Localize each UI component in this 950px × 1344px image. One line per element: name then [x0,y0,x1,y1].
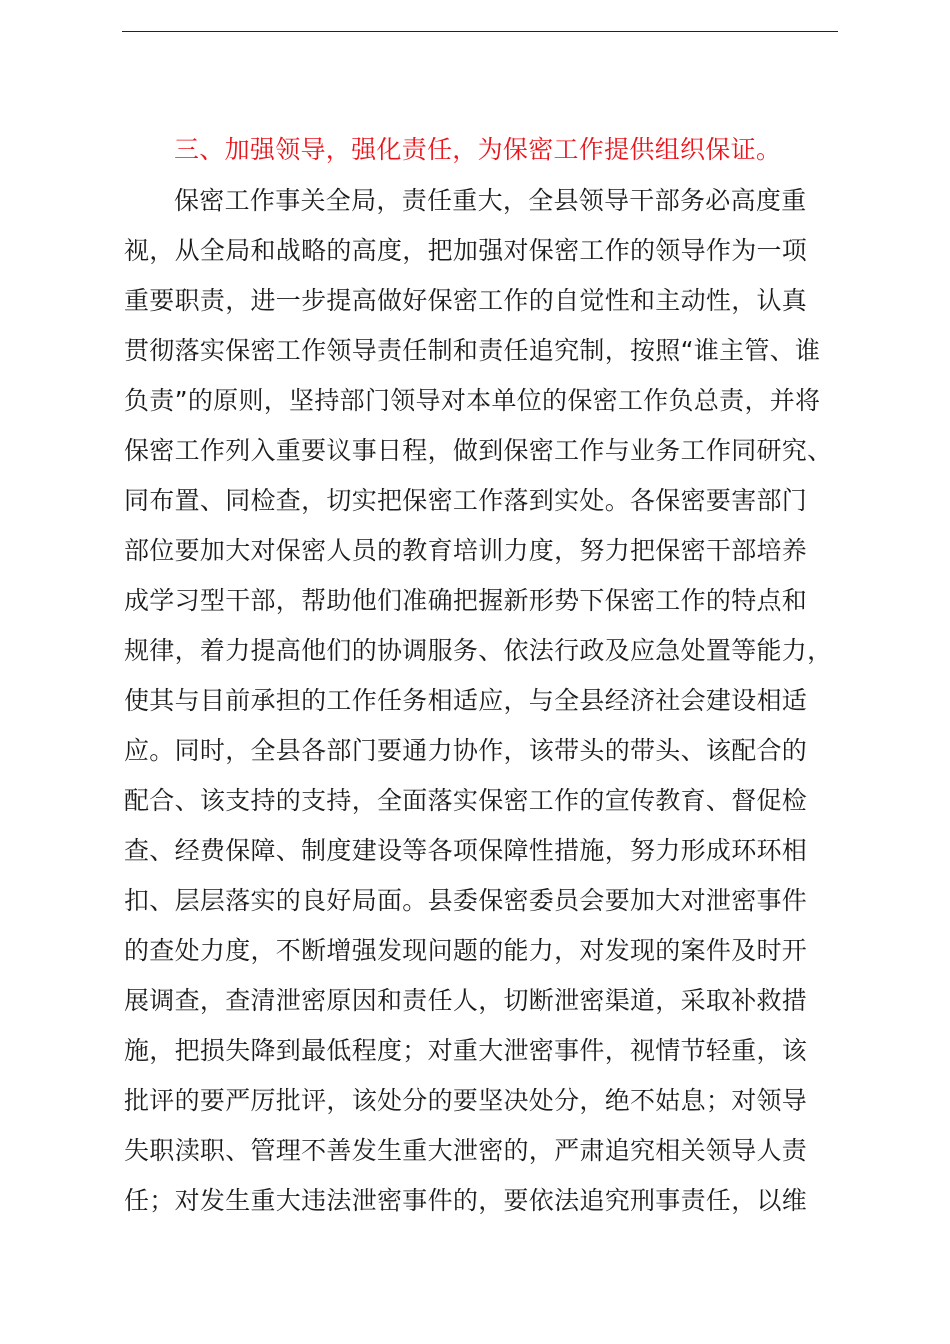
text-line: 扣、层层落实的良好局面。县委保密委员会要加大对泄密事件 [124,886,808,915]
text-line: 保密工作列入重要议事日程，做到保密工作与业务工作同研究、 [124,436,833,465]
text-line: 负责”的原则，坚持部门领导对本单位的保密工作负总责，并将 [124,386,821,415]
text-line: 应。同时，全县各部门要通力协作，该带头的带头、该配合的 [124,736,808,765]
text-line: 批评的要严厉批评，该处分的要坚决处分，绝不姑息；对领导 [124,1086,808,1115]
text-line: 同布置、同检查，切实把保密工作落到实处。各保密要害部门 [124,486,808,515]
text-line: 展调查，查清泄密原因和责任人，切断泄密渠道，采取补救措 [124,986,808,1015]
text-line: 的查处力度，不断增强发现问题的能力，对发现的案件及时开 [124,936,808,965]
text-line: 重要职责，进一步提高做好保密工作的自觉性和主动性，认真 [124,286,808,315]
text-line: 施，把损失降到最低程度；对重大泄密事件，视情节轻重，该 [124,1036,808,1065]
section-heading: 三、加强领导，强化责任，为保密工作提供组织保证。 [174,135,782,164]
text-line: 配合、该支持的支持，全面落实保密工作的宣传教育、督促检 [124,786,808,815]
text-line: 规律，着力提高他们的协调服务、依法行政及应急处置等能力， [124,636,833,665]
text-line: 视，从全局和战略的高度，把加强对保密工作的领导作为一项 [124,236,808,265]
text-line: 部位要加大对保密人员的教育培训力度，努力把保密干部培养 [124,536,808,565]
body-paragraph [124,176,844,1226]
text-line: 任；对发生重大违法泄密事件的，要依法追究刑事责任，以维 [124,1186,808,1215]
header-rule [122,31,838,32]
text-line: 失职渎职、管理不善发生重大泄密的，严肃追究相关领导人责 [124,1136,808,1165]
text-line: 成学习型干部，帮助他们准确把握新形势下保密工作的特点和 [124,586,808,615]
text-line: 贯彻落实保密工作领导责任制和责任追究制，按照“谁主管、谁 [124,336,821,365]
text-line: 使其与目前承担的工作任务相适应，与全县经济社会建设相适 [124,686,808,715]
text-line: 查、经费保障、制度建设等各项保障性措施，努力形成环环相 [124,836,808,865]
text-line: 保密工作事关全局，责任重大，全县领导干部务必高度重 [174,186,807,215]
